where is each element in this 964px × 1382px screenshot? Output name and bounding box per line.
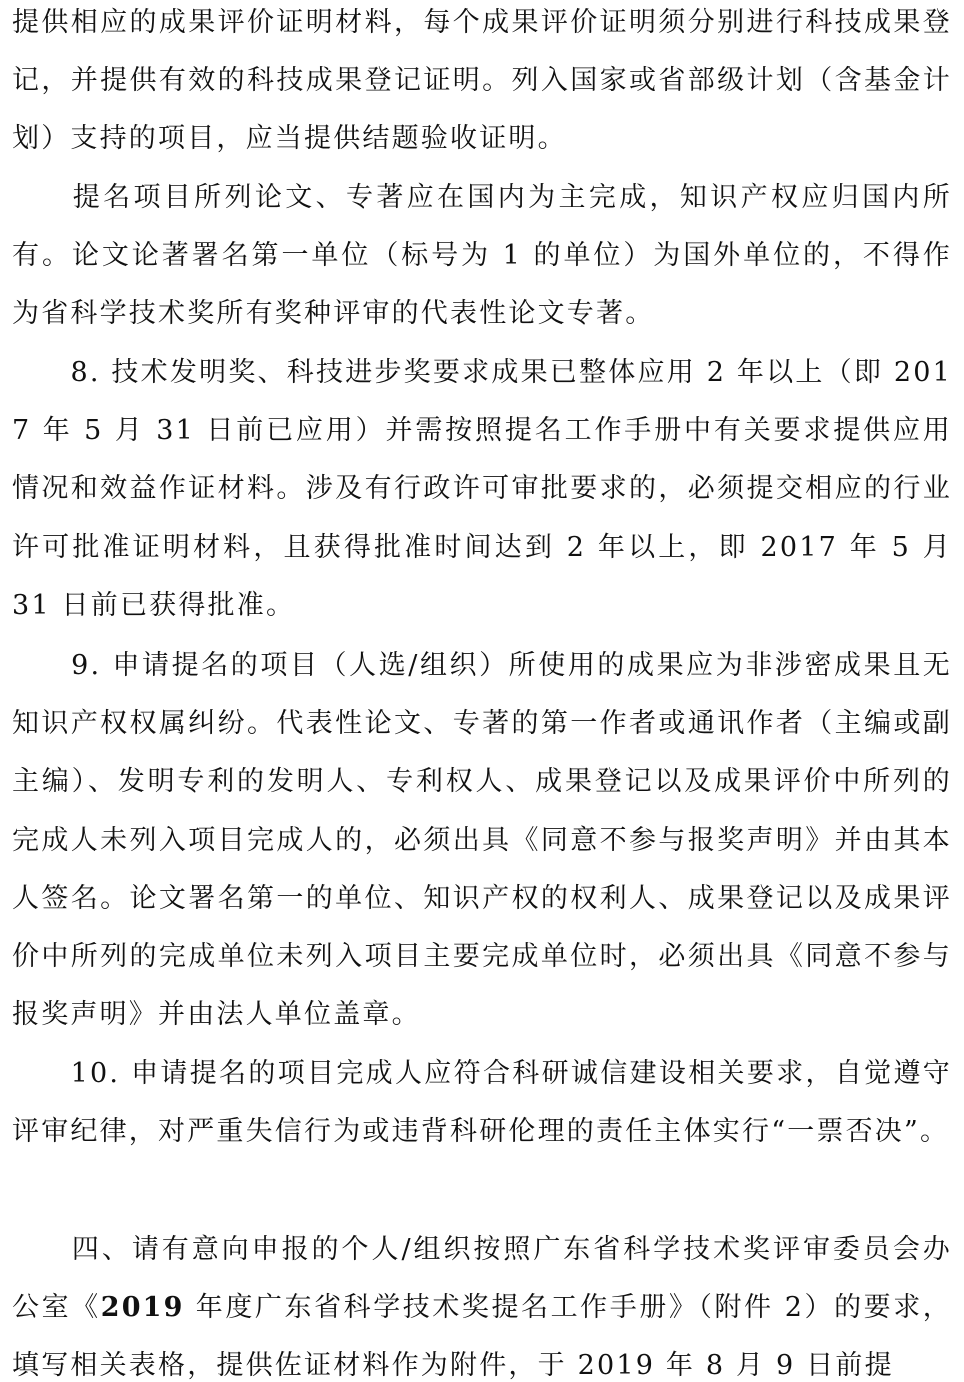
paragraph-item-8-application-requirement: 8. 技术发明奖、科技进步奖要求成果已整体应用 2 年以上（即 2017 年 5 月 31 日前已应用）并需按照提名工作手册中有关要求提供应用情况和效益作证材料。涉及有行政许可审批要求的，必须提交相应的行业许可批准证明材料，且获得批准时间达到 2 年以上，即 2017 年 5 月 31 日前已获得批准。 xyxy=(12,357,952,621)
bold-year-2019: 2019 xyxy=(100,1292,185,1324)
paragraph-item-9-confidentiality-and-declaration: 9. 申请提名的项目（人选/组织）所使用的成果应为非涉密成果且无知识产权权属纠纷。代表性论文、专著的第一作者或通讯作者（主编或副主编）、发明专利的发明人、专利权人、成果登记以及成果评价中所列的完成人未列入项目完成人的，必须出具《同意不参与报奖声明》并由其本人签名。论文署名第一的单位、知识产权的权利人、成果登记以及成果评价中所列的完成单位未列入项目主要完成单位时，必须出具《同意不参与报奖声明》并由法人单位盖章。 xyxy=(12,650,952,1031)
paragraph-paper-ownership: 提名项目所列论文、专著应在国内为主完成，知识产权应归国内所有。论文论著署名第一单位（标号为 1 的单位）为国外单位的，不得作为省科学技术奖所有奖种评审的代表性论文专著。 xyxy=(12,182,952,330)
section-4-text-after-year: 年度广东省科学技术奖提名工作手册》（附件 2）的要求，填写相关表格，提供佐证材料作为附件，于 2019 年 8 月 9 日前提 xyxy=(12,1292,952,1382)
section-4-text-before-year: 四、请有意向申报的个人/组织按照广东省科学技术奖评审委员会办公室《 xyxy=(12,1234,952,1324)
paragraph-achievement-evidence: 提供相应的成果评价证明材料，每个成果评价证明须分别进行科技成果登记，并提供有效的科技成果登记证明。列入国家或省部级计划（含基金计划）支持的项目，应当提供结题验收证明。 xyxy=(12,7,952,155)
paragraph-section-4-application-instructions xyxy=(12,1221,952,1382)
paragraph-item-10-research-integrity: 10. 申请提名的项目完成人应符合科研诚信建设相关要求，自觉遵守评审纪律，对严重失信行为或违背科研伦理的责任主体实行“一票否决”。 xyxy=(12,1058,952,1148)
